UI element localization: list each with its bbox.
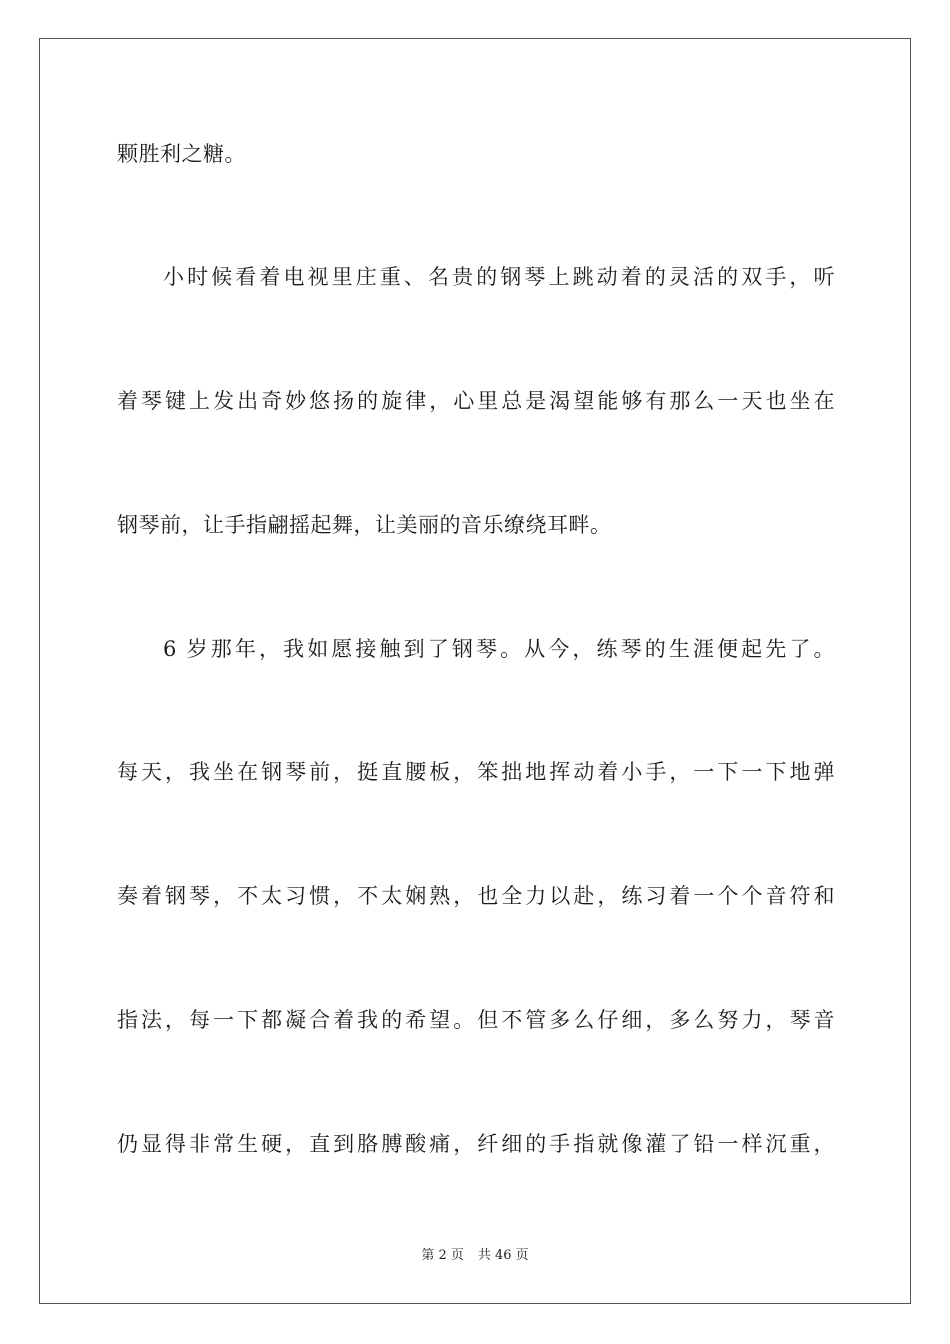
page-number: 第 2 页 (421, 1248, 464, 1263)
page-border (39, 38, 911, 1304)
text-line-9: 仍显得非常生硬，直到胳膊酸痛，纤细的手指就像灌了铅一样沉重， (117, 1132, 835, 1156)
text-line-1: 颗胜利之糖。 (117, 142, 246, 166)
text-line-4: 钢琴前，让手指翩摇起舞，让美丽的音乐缭绕耳畔。 (117, 513, 612, 537)
page-total: 共 46 页 (477, 1248, 529, 1263)
text-line-5: 6 岁那年，我如愿接触到了钢琴。从今，练琴的生涯便起先了。 (163, 637, 835, 661)
text-line-6: 每天，我坐在钢琴前，挺直腰板，笨拙地挥动着小手，一下一下地弹 (117, 760, 835, 784)
text-line-7: 奏着钢琴，不太习惯，不太娴熟，也全力以赴，练习着一个个音符和 (117, 884, 835, 908)
page-footer (0, 1247, 950, 1265)
text-line-3: 着琴键上发出奇妙悠扬的旋律，心里总是渴望能够有那么一天也坐在 (117, 389, 835, 413)
text-line-2: 小时候看着电视里庄重、名贵的钢琴上跳动着的灵活的双手，听 (163, 265, 835, 289)
text-line-8: 指法，每一下都凝合着我的希望。但不管多么仔细，多么努力，琴音 (117, 1008, 835, 1032)
